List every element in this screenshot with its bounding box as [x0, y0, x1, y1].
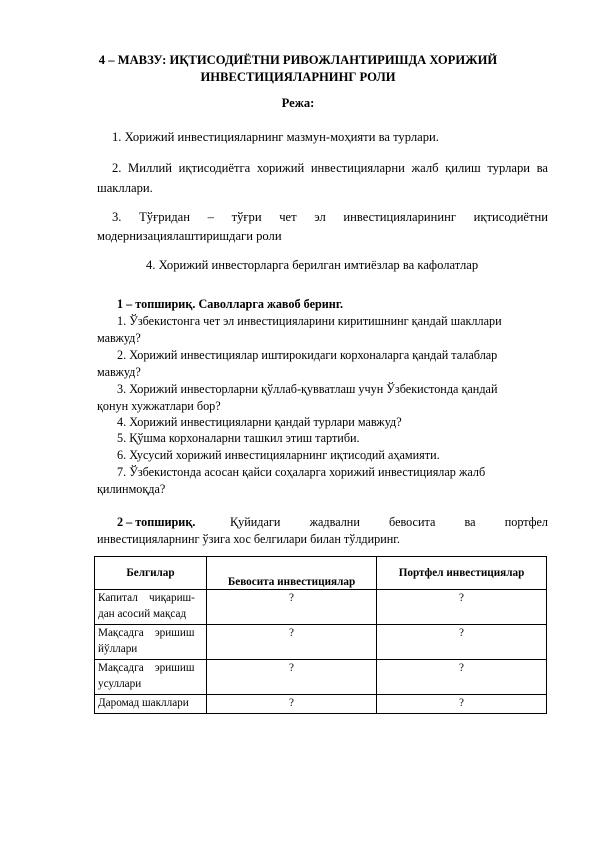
portfolio-cell: ? — [377, 660, 547, 695]
table-row — [95, 660, 547, 695]
page-title — [60, 52, 536, 86]
task2-word-3: бевосита — [389, 515, 436, 529]
table-row — [95, 625, 547, 660]
portfolio-cell: ? — [377, 625, 547, 660]
table-header-row — [95, 557, 547, 590]
plan-item-4: 4. Хорижий инвесторларга берилган имтиёзлар ва кафолатлар — [146, 258, 479, 272]
row-label — [95, 590, 207, 625]
question-6: 6. Хусусий хорижий инвестицияларнинг иқтисодий аҳамияти. — [117, 448, 440, 462]
plan-label: Режа: — [281, 96, 315, 110]
title-line-1: 4 – МАВЗУ: ИҚТИСОДИЁТНИ РИВОЖЛАНТИРИШДА ХОРИЖИЙ — [98, 53, 498, 67]
direct-cell: ? — [207, 625, 377, 660]
portfolio-cell: ? — [377, 695, 547, 714]
direct-cell: ? — [207, 590, 377, 625]
task2-line-1 — [117, 515, 548, 529]
question-3-line-2: қонун хужжатлари бор? — [97, 399, 221, 413]
question-1-line-2: мавжуд? — [97, 331, 141, 345]
task2-line-2: инвестицияларнинг ўзига хос белгилари билан тўлдиринг. — [97, 532, 400, 546]
portfolio-cell: ? — [377, 590, 547, 625]
task1-heading: 1 – топшириқ. Саволларга жавоб беринг. — [117, 297, 344, 311]
question-2-line-2: мавжуд? — [97, 365, 141, 379]
table-row — [95, 695, 547, 714]
header-direct-investments: Бевосита инвестициялар — [207, 557, 377, 590]
plan-item-2-line-1: 2. Миллий иқтисодиётга хорижий инвестицияларни жалб қилиш турлари ва — [112, 161, 548, 175]
plan-item-3-line-1: 3. Тўғридан – тўғри чет эл инвестицияларининг иқтисодиётни — [112, 210, 548, 224]
row-label-line-2: усуллари — [98, 678, 142, 690]
title-line-2: ИНВЕСТИЦИЯЛАРНИНГ РОЛИ — [200, 70, 396, 84]
row-label-line-2: йўллари — [98, 643, 138, 655]
plan-item-3-line-2: модернизациялаштиришдаги роли — [97, 229, 282, 243]
question-5: 5. Қўшма корхоналарни ташкил этиш тартиби. — [117, 431, 360, 445]
row-label-line-2: дан асосий мақсад — [98, 608, 187, 620]
question-7-line-2: қилинмоқда? — [97, 482, 166, 496]
row-label — [95, 625, 207, 660]
direct-cell: ? — [207, 660, 377, 695]
row-label-line-1: Мақсадга эришиш — [98, 627, 195, 639]
plan-item-1: 1. Хорижий инвестицияларнинг мазмун-моҳияти ва турлари. — [112, 130, 439, 144]
question-7-line-1: 7. Ўзбекистонда асосан қайси соҳаларга хорижий инвестициялар жалб — [117, 465, 486, 479]
task2-instruction — [230, 515, 548, 529]
characteristics-table — [94, 556, 547, 714]
question-2-line-1: 2. Хорижий инвестициялар иштирокидаги корхоналарга қандай талаблар — [117, 348, 498, 362]
plan-item-2-line-2: шакллари. — [97, 181, 153, 195]
question-3-line-1: 3. Хорижий инвесторларни қўллаб-қувватлаш учун Ўзбекистонда қандай — [117, 382, 498, 396]
direct-cell: ? — [207, 695, 377, 714]
row-label: Даромад шакллари — [95, 695, 207, 714]
task2-heading: 2 – топшириқ. — [117, 515, 196, 529]
question-4: 4. Хорижий инвестицияларни қандай турлари мавжуд? — [117, 415, 402, 429]
row-label-line-1: Капитал чиқариш- — [98, 592, 195, 604]
row-label-line-1: Мақсадга эришиш — [98, 662, 195, 674]
row-label — [95, 660, 207, 695]
task2-word-1: Қуйидаги — [230, 515, 281, 529]
question-1-line-1: 1. Ўзбекистонга чет эл инвестицияларини киритишнинг қандай шакллари — [117, 314, 502, 328]
task2-word-2: жадвални — [309, 515, 360, 529]
task2-word-5: портфел — [504, 515, 548, 529]
table-row — [95, 590, 547, 625]
header-portfolio-investments: Портфел инвестициялар — [377, 557, 547, 590]
task2-word-4: ва — [464, 515, 476, 529]
header-features: Белгилар — [95, 557, 207, 590]
